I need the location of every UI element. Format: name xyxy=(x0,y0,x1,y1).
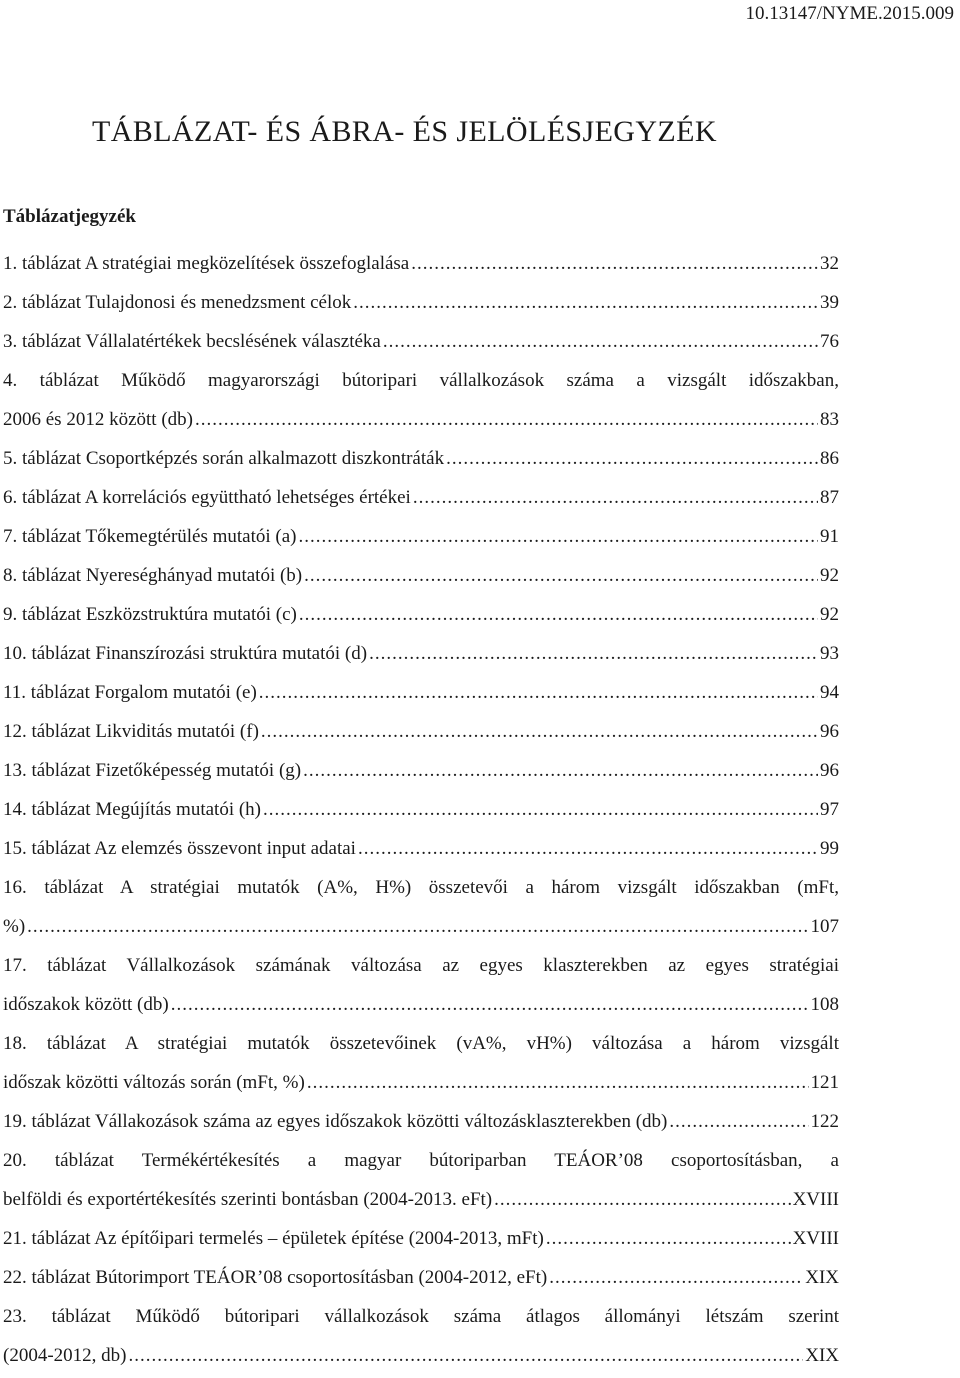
toc-page-number: 93 xyxy=(820,643,839,664)
dot-leader xyxy=(261,712,818,751)
toc-entry-title: 15. táblázat Az elemzés összevont input adatai xyxy=(3,838,356,859)
toc-page-number: 96 xyxy=(820,760,839,781)
dot-leader xyxy=(383,322,818,361)
toc-entry-title: 1. táblázat A stratégiai megközelítések összefoglalása xyxy=(3,253,410,274)
toc-page-number: 86 xyxy=(820,448,839,469)
toc-entry[interactable] xyxy=(3,283,839,322)
toc-entry-title: 7. táblázat Tőkemegtérülés mutatói (a) xyxy=(3,526,297,547)
toc-page-number: 108 xyxy=(810,994,839,1015)
dot-leader xyxy=(195,400,818,439)
toc-entry[interactable] xyxy=(3,985,839,1024)
toc-entry-title: 19. táblázat Vállakozások száma az egyes időszakok közötti változásklaszterekben (db) xyxy=(3,1111,668,1132)
toc-page-number: XVIII xyxy=(792,1189,839,1210)
toc-entry-title: 2006 és 2012 között (db) xyxy=(3,409,193,430)
toc-entry-title: 8. táblázat Nyereséghányad mutatói (b) xyxy=(3,565,303,586)
toc-page-number: XVIII xyxy=(792,1228,839,1249)
toc-page-number: 87 xyxy=(820,487,839,508)
dot-leader xyxy=(307,1063,809,1102)
toc-entry-first-line: 20. táblázat Termékértékesítés a magyar bútoriparban TEÁOR’08 csoportosításban, a xyxy=(3,1150,839,1171)
toc-entry-title: 12. táblázat Likviditás mutatói (f) xyxy=(3,721,259,742)
toc-page-number: 92 xyxy=(820,565,839,586)
toc-entry-first-line: 23. táblázat Működő bútoripari vállalkozások száma átlagos állományi létszám szerint xyxy=(3,1306,839,1327)
toc-entry-title: %) xyxy=(3,916,26,937)
dot-leader xyxy=(171,985,809,1024)
toc-entry[interactable] xyxy=(3,790,839,829)
toc-entry[interactable] xyxy=(3,907,839,946)
toc-entry[interactable] xyxy=(3,439,839,478)
dot-leader xyxy=(446,439,818,478)
toc-entry-title: időszakok között (db) xyxy=(3,994,169,1015)
toc-entry-title: 11. táblázat Forgalom mutatói (e) xyxy=(3,682,257,703)
toc-page-number: 39 xyxy=(820,292,839,313)
toc-entry-first-line: 17. táblázat Vállalkozások számának változása az egyes klaszterekben az egyes stratégiai xyxy=(3,955,839,976)
toc-page-number: 107 xyxy=(810,916,839,937)
toc-page-number: 94 xyxy=(820,682,839,703)
page-title: TÁBLÁZAT- ÉS ÁBRA- ÉS JELÖLÉSJEGYZÉK xyxy=(92,115,717,148)
toc-entry-title: 21. táblázat Az építőipari termelés – épületek építése (2004-2013, mFt) xyxy=(3,1228,544,1249)
toc-page-number: 96 xyxy=(820,721,839,742)
toc-entry[interactable] xyxy=(3,478,839,517)
toc-entry-title: 22. táblázat Bútorimport TEÁOR’08 csoportosításban (2004-2012, eFt) xyxy=(3,1267,548,1288)
toc-entry-title: belföldi és exportértékesítés szerinti bontásban (2004-2013. eFt) xyxy=(3,1189,493,1210)
section-heading: Táblázatjegyzék xyxy=(3,206,136,227)
toc-entry-title: 3. táblázat Vállalatértékek becslésének választéka xyxy=(3,331,381,352)
toc-page-number: 121 xyxy=(810,1072,839,1093)
toc-page-number: 97 xyxy=(820,799,839,820)
toc-entry-title: 14. táblázat Megújítás mutatói (h) xyxy=(3,799,262,820)
toc-entry-title: 13. táblázat Fizetőképesség mutatói (g) xyxy=(3,760,302,781)
toc-entry-title: (2004-2012, db) xyxy=(3,1345,127,1366)
toc-entry[interactable] xyxy=(3,634,839,673)
toc-entry-first-line: 4. táblázat Működő magyarországi bútoripari vállalkozások száma a vizsgált időszakban, xyxy=(3,370,839,391)
dot-leader xyxy=(299,595,818,634)
toc-entry[interactable] xyxy=(3,1063,839,1102)
toc-page-number: 32 xyxy=(820,253,839,274)
toc-page-number: 99 xyxy=(820,838,839,859)
toc-entry[interactable] xyxy=(3,712,839,751)
doi-identifier: 10.13147/NYME.2015.009 xyxy=(745,3,954,24)
dot-leader xyxy=(411,244,818,283)
toc-entry[interactable] xyxy=(3,673,839,712)
toc-entry[interactable] xyxy=(3,1102,839,1141)
toc-page-number: 122 xyxy=(810,1111,839,1132)
toc-page-number: 83 xyxy=(820,409,839,430)
toc-page-number: 76 xyxy=(820,331,839,352)
toc-entry-title: 5. táblázat Csoportképzés során alkalmazott diszkontráták xyxy=(3,448,445,469)
dot-leader xyxy=(353,283,818,322)
dot-leader xyxy=(27,907,808,946)
toc-page-number: 92 xyxy=(820,604,839,625)
toc-entry-first-line: 16. táblázat A stratégiai mutatók (A%, H%) összetevői a három vizsgált időszakban (mFt, xyxy=(3,877,839,898)
toc-entry-title: 10. táblázat Finanszírozási struktúra mutatói (d) xyxy=(3,643,368,664)
toc-entry[interactable] xyxy=(3,1258,839,1297)
dot-leader xyxy=(358,829,818,868)
toc-entry[interactable] xyxy=(3,244,839,283)
toc-entry[interactable] xyxy=(3,595,839,634)
toc-entry[interactable] xyxy=(3,751,839,790)
toc-entry-title: időszak közötti változás során (mFt, %) xyxy=(3,1072,305,1093)
toc-page-number: XIX xyxy=(805,1345,839,1366)
dot-leader xyxy=(263,790,818,829)
dot-leader xyxy=(669,1102,808,1141)
dot-leader xyxy=(303,751,818,790)
toc-entry[interactable] xyxy=(3,829,839,868)
toc-entry-title: 9. táblázat Eszközstruktúra mutatói (c) xyxy=(3,604,297,625)
dot-leader xyxy=(494,1180,790,1219)
toc-entry[interactable] xyxy=(3,517,839,556)
toc-entry-first-line: 18. táblázat A stratégiai mutatók összetevőinek (vA%, vH%) változása a három vizsgált xyxy=(3,1033,839,1054)
dot-leader xyxy=(546,1219,791,1258)
toc-entry[interactable] xyxy=(3,1219,839,1258)
toc-entry[interactable] xyxy=(3,1336,839,1375)
toc-entry[interactable] xyxy=(3,556,839,595)
table-of-tables xyxy=(3,244,839,1375)
dot-leader xyxy=(299,517,818,556)
dot-leader xyxy=(128,1336,803,1375)
dot-leader xyxy=(549,1258,803,1297)
dot-leader xyxy=(304,556,818,595)
toc-entry[interactable] xyxy=(3,400,839,439)
toc-entry-title: 6. táblázat A korrelációs együttható lehetséges értékei xyxy=(3,487,411,508)
toc-entry-title: 2. táblázat Tulajdonosi és menedzsment célok xyxy=(3,292,352,313)
toc-entry[interactable] xyxy=(3,1180,839,1219)
dot-leader xyxy=(369,634,818,673)
toc-page-number: 91 xyxy=(820,526,839,547)
dot-leader xyxy=(413,478,818,517)
dot-leader xyxy=(259,673,818,712)
toc-page-number: XIX xyxy=(805,1267,839,1288)
toc-entry[interactable] xyxy=(3,322,839,361)
